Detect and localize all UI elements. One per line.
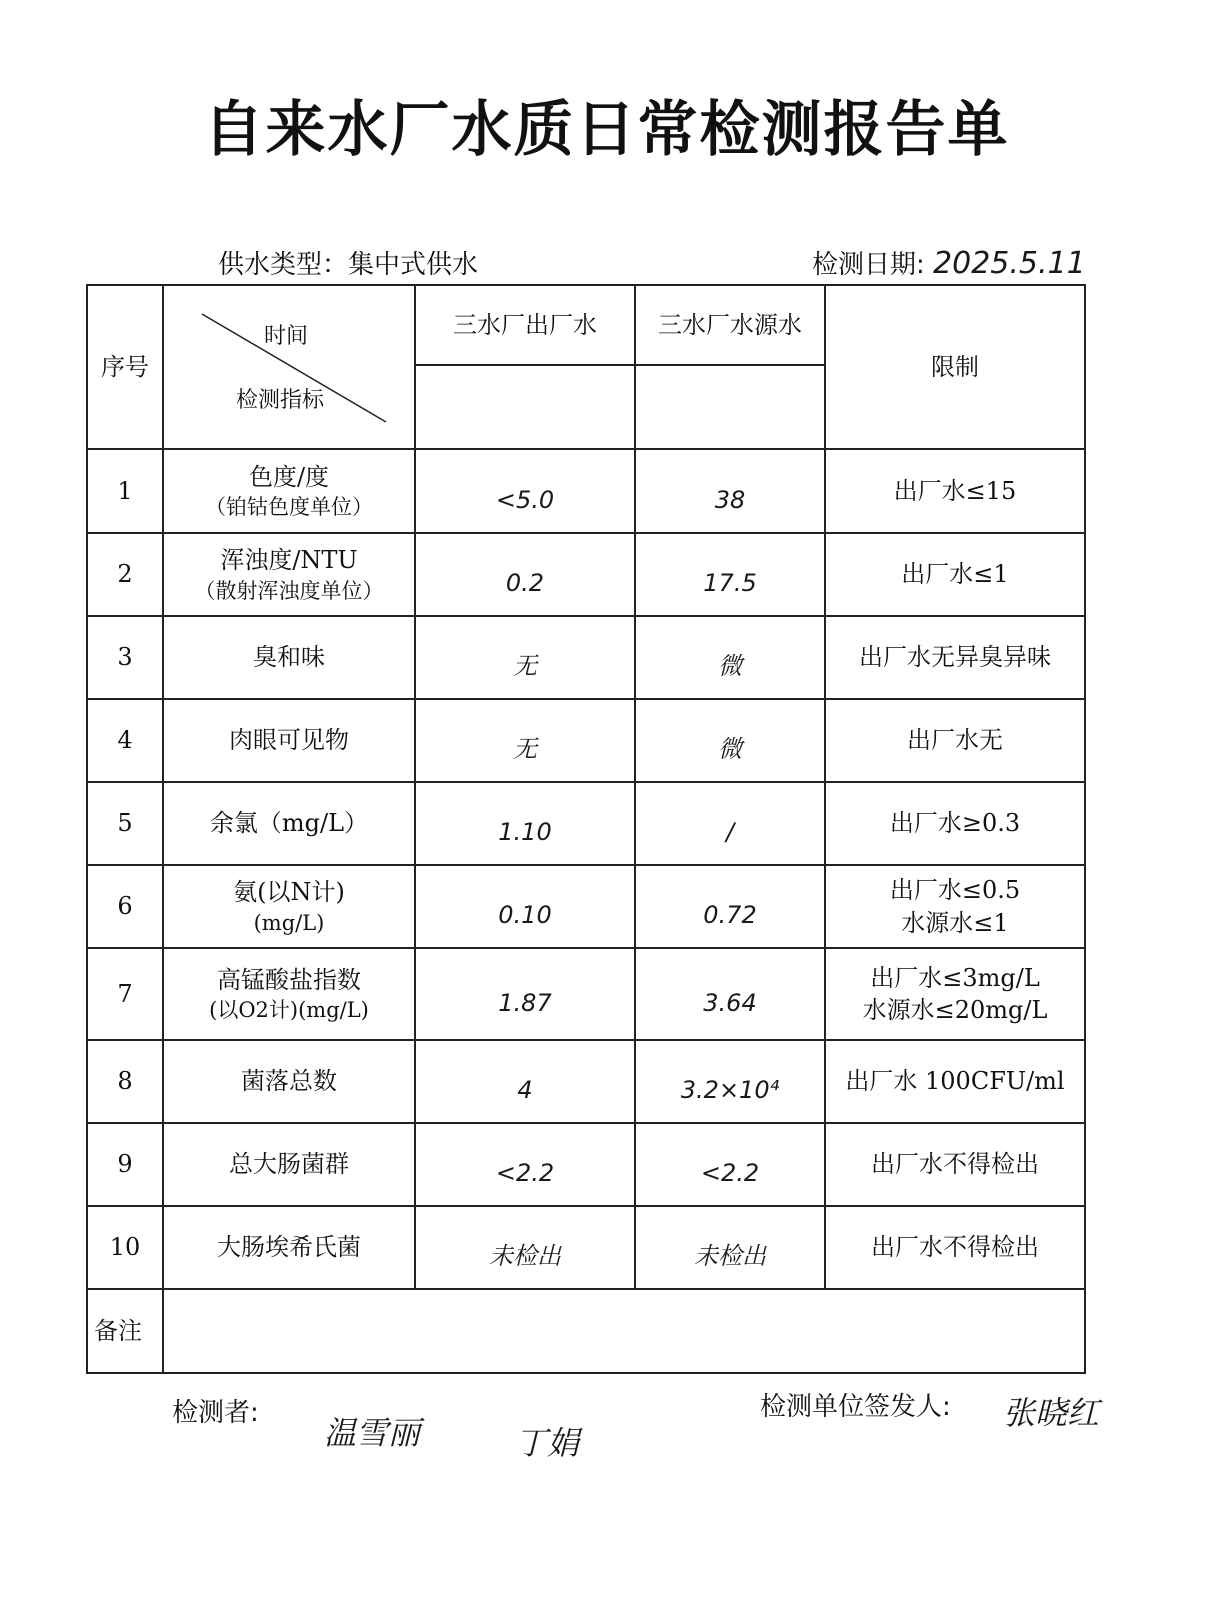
test-date [812,244,1086,281]
source-value: 3.2×10⁴ [635,1040,825,1123]
row-indicator [163,782,415,865]
outlet-value: <5.0 [415,449,635,533]
outlet-value: <2.2 [415,1123,635,1206]
limit-value [825,449,1085,533]
limit-line1: 出厂水≤0.5 [889,876,1021,905]
table-row [87,533,1085,616]
table-row [87,449,1085,533]
row-no: 9 [87,1123,163,1206]
limit-line1: 出厂水≤3mg/L [870,963,1040,992]
limit-value [825,782,1085,865]
indicator-name: 氨(以N计) [233,878,345,907]
diagonal-header [163,285,415,449]
tester-label: 检测者: [172,1398,259,1428]
outlet-header: 三水厂出厂水 [415,285,635,365]
table-row [87,782,1085,865]
row-no: 4 [87,699,163,782]
indicator-sub: (以O2计)(mg/L) [209,998,369,1023]
outlet-value: 无 [415,616,635,699]
table-row [87,1040,1085,1123]
report-title: 自来水厂水质日常检测报告单 [203,95,1010,165]
row-indicator [163,616,415,699]
report-table [86,284,1086,1374]
limit-line2: 水源水≤20mg/L [862,996,1048,1024]
row-no: 8 [87,1040,163,1123]
table-row [87,699,1085,782]
outlet-value: 1.10 [415,782,635,865]
time-header: 时间 [264,324,309,349]
limit-line1: 出厂水≥0.3 [889,809,1021,838]
row-no: 2 [87,533,163,616]
header-row [87,285,1085,365]
test-date-value: 2025.5.11 [933,246,1086,281]
table-row [87,1206,1085,1289]
row-indicator [163,948,415,1040]
row-indicator [163,1123,415,1206]
table-row [87,865,1085,948]
limit-line1: 出厂水不得检出 [871,1233,1039,1262]
indicator-name: 浑浊度/NTU [220,546,358,575]
indicator-sub: （散射浑浊度单位） [194,578,384,603]
remarks-label: 备注 [87,1289,163,1373]
source-value: 0.72 [635,865,825,948]
remarks-content [163,1289,1085,1373]
limit-line1: 出厂水无异臭异味 [859,643,1051,672]
limit-line1: 出厂水 100CFU/ml [845,1067,1065,1096]
indicator-sub: （铂钴色度单位） [205,495,373,520]
limit-value [825,699,1085,782]
source-value: 微 [635,699,825,782]
limit-value [825,1123,1085,1206]
row-indicator [163,533,415,616]
indicator-sub: (mg/L) [253,910,325,935]
row-no: 10 [87,1206,163,1289]
outlet-value: 未检出 [415,1206,635,1289]
row-indicator [163,865,415,948]
issuer-label: 检测单位签发人: [760,1392,951,1422]
row-indicator [163,1040,415,1123]
remarks-row [87,1289,1085,1373]
row-no: 7 [87,948,163,1040]
supply-type-value: 集中式供水 [348,250,479,280]
limit-line1: 出厂水≤1 [901,560,1009,589]
limit-value [825,948,1085,1040]
row-indicator [163,699,415,782]
indicator-name: 大肠埃希氏菌 [217,1233,361,1262]
outlet-value: 0.10 [415,865,635,948]
row-no: 1 [87,449,163,533]
indicator-name: 高锰酸盐指数 [217,965,361,994]
indicator-header: 检测指标 [236,388,325,413]
row-indicator [163,449,415,533]
table-row [87,1123,1085,1206]
row-indicator [163,1206,415,1289]
limit-value [825,865,1085,948]
row-no: 3 [87,616,163,699]
indicator-name: 菌落总数 [241,1067,337,1096]
supply-type-label: 供水类型： [218,250,349,280]
diagonal-line [164,286,416,450]
row-no: 6 [87,865,163,948]
limit-header: 限制 [825,285,1085,449]
table-row [87,948,1085,1040]
outlet-value: 1.87 [415,948,635,1040]
limit-line2: 水源水≤1 [901,908,1009,937]
source-value: 3.64 [635,948,825,1040]
indicator-name: 臭和味 [253,643,325,672]
source-value: 17.5 [635,533,825,616]
limit-value [825,616,1085,699]
limit-value [825,1206,1085,1289]
outlet-value: 无 [415,699,635,782]
table-row [87,616,1085,699]
source-value: <2.2 [635,1123,825,1206]
source-value: 未检出 [635,1206,825,1289]
outlet-value: 4 [415,1040,635,1123]
source-value: 38 [635,449,825,533]
limit-line1: 出厂水不得检出 [871,1150,1039,1179]
limit-value [825,1040,1085,1123]
limit-value [825,533,1085,616]
seq-header: 序号 [87,285,163,449]
limit-line1: 出厂水≤15 [893,476,1017,505]
limit-line1: 出厂水无 [907,726,1003,755]
indicator-name: 色度/度 [248,462,330,491]
indicator-name: 肉眼可见物 [229,726,349,755]
outlet-subheader [415,365,635,449]
outlet-value: 0.2 [415,533,635,616]
indicator-name: 总大肠菌群 [229,1150,349,1179]
source-subheader [635,365,825,449]
source-value: 微 [635,616,825,699]
indicator-name: 余氯（mg/L） [209,809,369,838]
tester-signature-2: 丁娟 [515,1424,580,1462]
source-header: 三水厂水源水 [635,285,825,365]
source-value: / [635,782,825,865]
test-date-label: 检测日期: [812,250,925,280]
row-no: 5 [87,782,163,865]
tester-signature-1: 温雪丽 [324,1414,421,1452]
issuer-signature: 张晓红 [1003,1394,1100,1432]
supply-type [218,244,478,281]
